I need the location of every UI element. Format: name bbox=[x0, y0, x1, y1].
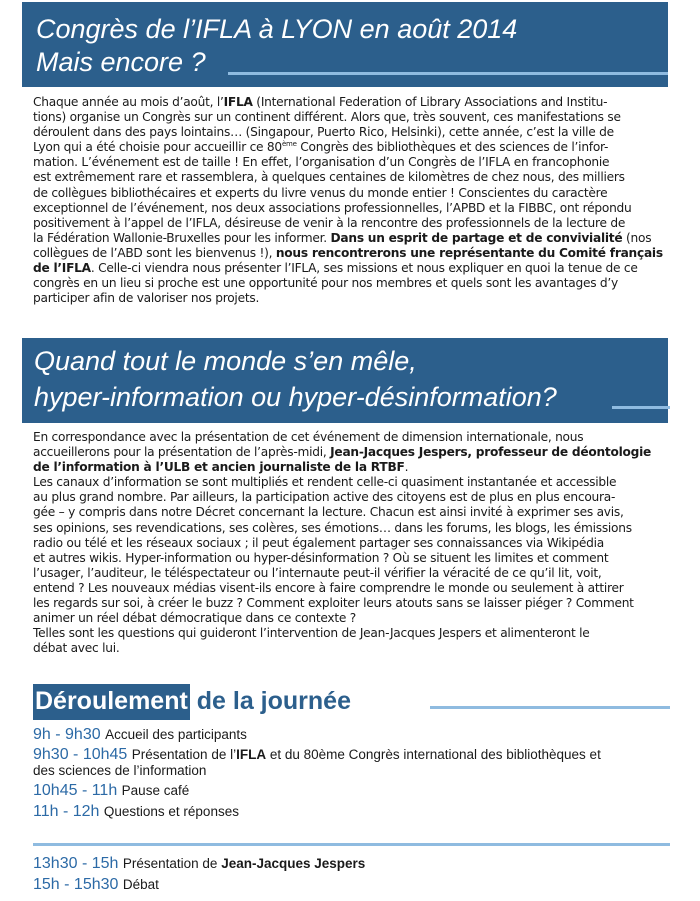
presentation-paragraph: En correspondance avec la présentation de cet événement de dimension internationale, nous accueillerons pour la présentation de l’après-midi, Jean-Jacques Jespers, professeur de déontologie de l’information à l’ULB et ancien journaliste de la RTBF. Les canaux d’information se sont multipliés et rendent celle-ci quasiment instantanée et accessible au plus grand nombre. Par ailleurs, la participation active des citoyens est de plus en plus encoura- gée – y compris dans notre Décret concernant la lecture. Chacun est ainsi invité à exprimer ses avis, ses opinions, ses revendications, ses colères, ses émotions… dans les forums, les blogs, les émissions radio ou télé et les réseaux sociaux ; il peut également partager ses connaissances via Wikipédia et autres wikis. Hyper-information ou hyper-désinformation ? Où se situent les limites et comment l’usager, l’auditeur, le téléspectateur ou l’internaute peut-il vérifier la véracité de ce qu’il lit, voit, entend ? Les nouveaux médias visent-ils encore à faire comprendre le monde ou seulement à attirer les regards sur soi, à créer le buzz ? Comment exploiter leurs atouts sans se laisser piéger ? Comment animer un réel débat démocratique dans ce contexte ? Telles sont les questions qui guideront l’intervention de Jean-Jacques Jespers et alimenteront le débat avec lui. bbox=[33, 430, 652, 656]
schedule-time: 11h - 12h bbox=[33, 803, 100, 820]
intro-paragraph: Chaque année au mois d’août, l’IFLA (International Federation of Library Associations and Institu- tions) organise un Congrès sur un continent différent. Alors que, très souvent, ces manifestations se déroulent dans des pays lointains… (Singapour, Puerto Rico, Helsinki), cette année, c’est la ville de Lyon qui a été choisie pour accueillir ce 80ème Congrès des bibliothèques et des sciences de l’infor- mation. L’événement est de taille ! En effet, l’organisation d’un Congrès de l’IFLA en francophonie est extrêmement rare et rassemblera, à quelques centaines de kilomètres de chez nous, des milliers de collègues bibliothécaires et experts du livre venus du monde entier ! Conscientes du caractère exceptionnel de l’événement, nos deux associations professionnelles, l’APBD et la FIBBC, ont répondu positivement à l’appel de l’IFLA, désireuse de venir à la rencontre des professionnels de la lecture de la Fédération Wallonie-Bruxelles pour les informer. Dans un esprit de partage et de convivialité (nos collègues de l’ABD sont les bienvenus !), nous rencontrerons une représentante du Comité français de l’IFLA. Celle-ci viendra nous présenter l’IFLA, ses missions et nous expliquer en quoi la tenue de ce congrès en un lieu si proche est une opportunité pour nos membres et quels sont les avantages d’y participer afin de valoriser nos projets. bbox=[33, 95, 663, 306]
schedule-time: 15h - 15h30 bbox=[33, 876, 119, 893]
schedule-desc-continued: des sciences de l’information bbox=[33, 763, 207, 778]
program-title-rest: de la journée bbox=[189, 687, 351, 715]
afternoon-schedule bbox=[33, 855, 673, 893]
banner-title-line-1: Quand tout le monde s’en mêle, bbox=[34, 346, 417, 376]
schedule-desc: Débat bbox=[122, 877, 159, 892]
section-banner-hyper-information bbox=[22, 338, 668, 423]
schedule-desc: Pause café bbox=[121, 783, 190, 798]
schedule-desc: Présentation de Jean-Jacques Jespers bbox=[122, 856, 366, 871]
schedule-desc: Accueil des participants bbox=[105, 727, 247, 742]
schedule-row bbox=[33, 746, 673, 778]
schedule-row bbox=[33, 855, 673, 872]
schedule-time: 9h - 9h30 bbox=[33, 726, 101, 743]
schedule-time: 9h30 - 10h45 bbox=[33, 746, 128, 763]
accent-line bbox=[430, 706, 670, 709]
morning-schedule bbox=[33, 726, 673, 820]
banner-title-line-2: Mais encore ? bbox=[36, 47, 206, 77]
schedule-row bbox=[33, 782, 673, 799]
schedule-row bbox=[33, 876, 673, 893]
divider-line bbox=[33, 843, 670, 846]
program-title bbox=[33, 684, 351, 720]
schedule-time: 13h30 - 15h bbox=[33, 855, 119, 872]
accent-line bbox=[228, 72, 668, 75]
schedule-time: 10h45 - 11h bbox=[33, 782, 118, 799]
schedule-desc: Questions et réponses bbox=[103, 804, 239, 819]
schedule-row bbox=[33, 726, 673, 743]
banner-title-line-2: hyper-information ou hyper-désinformation? bbox=[34, 382, 557, 412]
schedule-row bbox=[33, 803, 673, 820]
accent-line bbox=[612, 406, 670, 409]
schedule-desc: Présentation de l’IFLA et du 80ème Congrès international des bibliothèques et bbox=[131, 747, 601, 762]
banner-title-line-1: Congrès de l’IFLA à LYON en août 2014 bbox=[36, 14, 518, 44]
program-title-highlight: Déroulement bbox=[33, 684, 190, 720]
